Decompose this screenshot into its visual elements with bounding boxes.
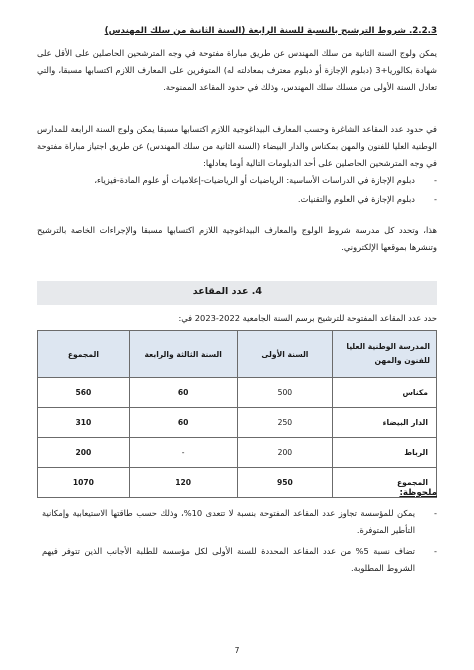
table-intro-text: حدد عدد المقاعد المفتوحة للترشيح برسم السنة الجامعية 2022-2023 في:: [178, 313, 437, 323]
cell-third-fourth-year: -: [129, 438, 237, 468]
cell-school: مكناس: [333, 378, 437, 408]
list-item-diploma-fundamental: [42, 172, 437, 189]
cell-total: 1070: [38, 468, 130, 498]
page-number: 7: [234, 646, 240, 655]
header-first-year: السنة الأولى: [237, 331, 333, 378]
cell-third-fourth-year: 60: [129, 408, 237, 438]
list-item-text: يمكن للمؤسسة تجاوز عدد المقاعد المفتوحة بنسبة لا تتعدى 10%، وذلك حسب طاقتها الاستيعابية وإمكانية التأطير المتوفرة.: [42, 508, 416, 535]
cell-first-year: 950: [237, 468, 333, 498]
cell-total: 200: [38, 438, 130, 468]
section-heading-2-2-3: 2.2.3. شروط الترشيح بالنسبة للسنة الرابعة (السنة الثانية من سلك المهندس): [104, 26, 437, 36]
table-row: [38, 378, 437, 408]
cell-total: 560: [38, 378, 130, 408]
cell-third-fourth-year: 60: [129, 378, 237, 408]
bullet-dash: -: [434, 175, 437, 185]
cell-first-year: 500: [237, 378, 333, 408]
header-third-fourth-year: السنة الثالثة والرابعة: [129, 331, 237, 378]
section-title-seats: 4. عدد المقاعد: [192, 286, 262, 297]
paragraph-admission-fourth-year: في حدود عدد المقاعد الشاغرة وحسب المعارف البيداغوجية اللازم اكتسابها مسبقا يمكن ولوج السنة الرابعة للمدارس الوطنية العليا للفنون والمهن بمكناس والدار البيضاء (السنة الثانية من سلك المهندس) عن طريق اجتياز مباراة مفتوحة في وجه المترشحين الحاصلين على أحد الدبلومات التالية أوما يعادلها:: [37, 124, 437, 168]
list-item-text: دبلوم الإجازة في الدراسات الأساسية: الرياضيات أو الرياضيات-إعلاميات أو علوم المادة-فيزياء،: [94, 175, 415, 185]
paragraph-admission-second-year: يمكن ولوج السنة الثانية من سلك المهندس عن طريق مباراة مفتوحة في وجه المترشحين الحاصلين على الأقل على شهادة بكالوريا+3 (دبلوم الإجازة أو دبلوم معترف بمعادلته له) المتوفرين على المعارف اللازم اكتسابها مسبقا، والتي تعادل السنة الأولى من مسلك سلك المهندس، وذلك في حدود المقاعد الممنوحة.: [37, 48, 438, 92]
bullet-dash: -: [434, 546, 437, 556]
table-row-total: [38, 468, 437, 498]
list-item-text: دبلوم الإجازة في العلوم والتقنيات.: [297, 194, 415, 204]
cell-school: المجموع: [333, 468, 437, 498]
cell-school: الدار البيضاء: [333, 408, 437, 438]
list-item-diploma-sciences: [42, 191, 437, 208]
table-row: [38, 438, 437, 468]
bullet-dash: -: [434, 194, 437, 204]
table-row: [38, 408, 437, 438]
header-school: المدرسة الوطنية العليا للفنون والمهن: [333, 331, 437, 378]
cell-third-fourth-year: 120: [129, 468, 237, 498]
paragraph-school-conditions: هذا، وتحدد كل مدرسة شروط الولوج والمعارف البيداغوجية اللازم اكتسابها مسبقا والإجراءات الخاصة بالترشيح وتنشرها بموقعها الإلكتروني.: [37, 225, 437, 252]
notes-title: ملحوظة:: [399, 488, 437, 498]
header-total: المجموع: [38, 331, 130, 378]
seats-table: [37, 330, 437, 498]
cell-school: الرباط: [333, 438, 437, 468]
cell-total: 310: [38, 408, 130, 438]
table-header-row: [38, 331, 437, 378]
list-item-note-foreign: [42, 543, 437, 577]
bullet-dash: -: [434, 508, 437, 518]
cell-first-year: 200: [237, 438, 333, 468]
list-item-text: تضاف نسبة 5% من عدد المقاعد المحددة للسنة الأولى لكل مؤسسة للطلبة الأجانب الذين تتوفر فيهم الشروط المطلوبة.: [42, 546, 415, 573]
list-item-note-capacity: [42, 505, 437, 539]
cell-first-year: 250: [237, 408, 333, 438]
